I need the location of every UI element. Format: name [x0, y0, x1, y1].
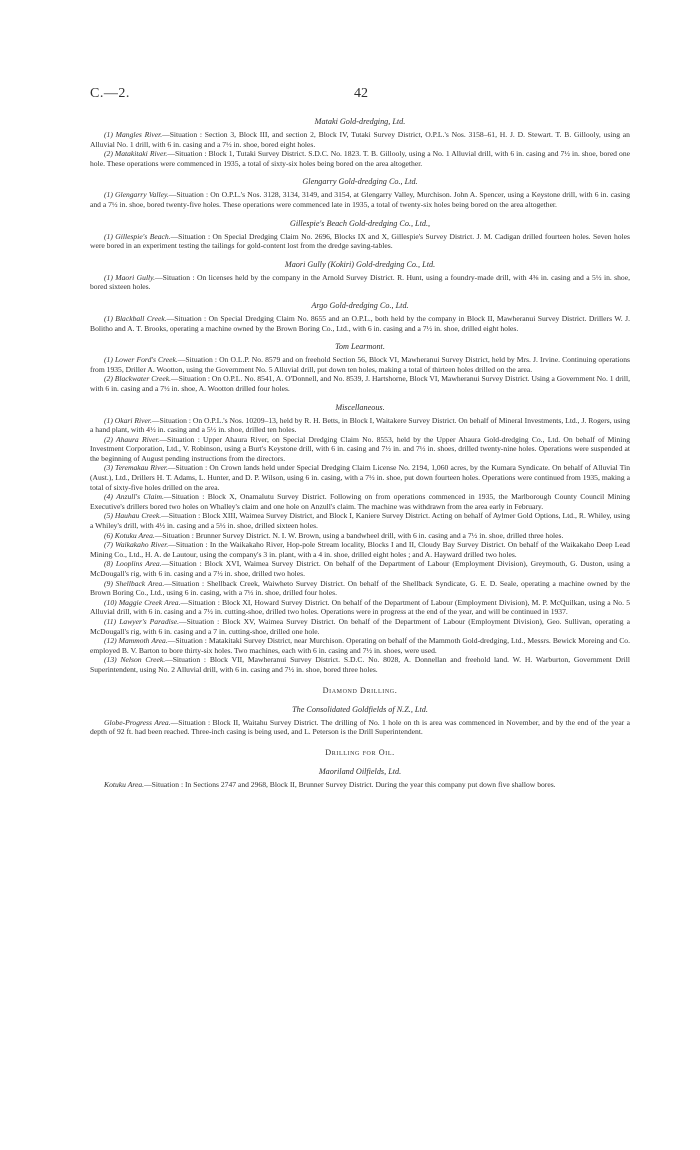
paragraph-text: —Situation : Section 3, Block III, and section 2, Block IV, Tutaki Survey District, O.P.L.'s Nos. 3158–61, H. J. D. Stewart. T. B. Gillooly, using an Alluvial No. 1 drill, with 6 in. casing and a 7½ in. shoe, bored eight holes.	[90, 130, 630, 149]
place-name: (13) Nelson Creek.	[104, 655, 166, 665]
place-name: (7) Waikakaho River.	[104, 540, 169, 550]
place-name: (1) Glengarry Valley.	[104, 190, 169, 200]
place-name: (12) Mammoth Area.	[104, 636, 168, 646]
paragraph-text: —Situation : On O.L.P. No. 8579 and on freehold Section 56, Block VI, Mawheranui Survey District, held by Mrs. J. Irvine. Continuing operations from 1935, Driller A. Wootton, using the Government No. 5 Alluvial drill, put down ten holes, making a total of thirteen holes drilled on the area.	[90, 355, 630, 374]
company-heading: Tom Learmont.	[335, 342, 385, 352]
paragraph	[90, 130, 630, 149]
place-name: (2) Matakitaki River.	[104, 149, 168, 159]
place-name: (1) Lower Ford's Creek.	[104, 355, 178, 365]
paragraph-text: —Situation : On Special Dredging Claim No. 2696, Blocks IX and X, Gillespie's Survey District. J. M. Cadigan drilled fourteen holes. Seven holes were bored in an experiment testing the tailings for gold-content lost from the dredge saving-tables.	[90, 231, 630, 251]
place-name: (11) Lawyer's Paradise.	[104, 616, 179, 626]
paragraph	[90, 636, 630, 655]
paragraph	[90, 531, 630, 541]
paragraph-text: —Situation : Block XIII, Waimea Survey District, and Block I, Kaniere Survey District. Acting on behalf of Aylmer Gold Options, Ltd., R. Whiley, using a Whiley's drill, with 4½ in. casing and a 5½ in. shoe, drilled sixteen holes.	[90, 511, 630, 531]
paragraph-text: —Situation : On O.P.L.'s Nos. 3128, 3134, 3149, and 3154, at Glengarry Valley, Murchison. John A. Spencer, using a Keystone drill, with 6 in. casing and a 7½ in. shoe, bored twenty-five holes. These operations were commenced late in 1935, a total of twenty-six holes being bored on the area altogether.	[90, 190, 630, 209]
paragraph-text: —Situation : Block II, Waitahu Survey District. The drilling of No. 1 hole on th is area was commenced in November, and by the end of the year a depth of 92 ft. had been reached. Three-inch casing is being used, and L. Peterson is the Drill Superintendent.	[90, 717, 630, 737]
place-name: (1) Gillespie's Beach.	[104, 231, 171, 241]
company-heading: The Consolidated Goldfields of N.Z., Ltd.	[292, 704, 428, 714]
paragraph-text: —Situation : Block X, Onamalutu Survey District. Following on from operations commenced in 1935, the Marlborough County Council Mining Executive's drillers bored two holes on Whalley's claim and one hole on Anzull's claim. The machine was withdrawn from the area early in February.	[90, 492, 631, 511]
place-name: (4) Anzull's Claim.	[104, 492, 164, 502]
paragraph-text: —Situation : Block VII, Mawheranui Survey District. S.D.C. No. 8028, A. Donnellan and freehold land. W. H. Warburton, Government Drill Superintendent, using No. 2 Alluvial drill, with 6 in. casing and 7½ in. shoe, bored three holes.	[90, 655, 630, 674]
place-name: (2) Blackwater Creek.	[104, 374, 171, 384]
paragraph-text: —Situation : On O.P.L. No. 8541, A. O'Donnell, and No. 8539, J. Hartshorne, Block VI, Mawheranui Survey District. Using a Government No. 1 drill, with 6 in. casing and a 7½ in. shoe, A. Wootton drilled four holes.	[90, 374, 630, 393]
place-name: (2) Ahaura River.	[104, 434, 160, 444]
paragraph	[90, 374, 630, 393]
paragraph	[90, 780, 630, 790]
paragraph	[90, 232, 630, 251]
company-heading: Gillespie's Beach Gold-dredging Co., Ltd.,	[289, 218, 431, 228]
paragraph-text: —Situation : Block XI, Howard Survey District. On behalf of the Department of Labour (Employment Division), M. P. McQuilkan, using a No. 5 Alluvial drill, with 6 in. casing and a 7½ in. cutting-shoe, drilled two holes. Operations were in progress at the end of the year, and will be continued in 1937.	[90, 597, 630, 617]
company-heading: Mataki Gold-dredging, Ltd.	[314, 117, 406, 126]
place-name: (1) Mangles River.	[104, 130, 163, 139]
paragraph-text: —Situation : Brunner Survey District. N. I. W. Brown, using a bandwheel drill, with 6 in. casing and a 7½ in. shoe, drilled three holes.	[154, 530, 564, 540]
paragraph	[90, 559, 630, 578]
report-reference: C.—2.	[90, 86, 130, 101]
paragraph-text: —Situation : On Crown lands held under Special Dredging Claim License No. 2194, 1,060 acres, by the Kumara Syndicate. On behalf of Alluvial Tin (Aust.), Ltd., Drillers H. T. Adams, L. Hunter, and D. P. Wilson, using 6 in. casing, with a 7½ in. shoe, put down fourteen holes. Operations were continued from 1935, making a total of sixty-five holes drilled on the area.	[90, 463, 630, 492]
place-name: (1) Blackball Creek.	[104, 313, 167, 323]
place-name: (8) Looplins Area.	[104, 559, 162, 569]
paragraph	[90, 355, 630, 374]
place-name: (3) Teremakau River.	[104, 463, 168, 473]
place-name: Globe-Progress Area.	[104, 717, 171, 727]
paragraph	[90, 617, 630, 636]
paragraph	[90, 190, 630, 209]
paragraph	[90, 435, 630, 464]
paragraph	[90, 655, 630, 674]
place-name: (10) Maggie Creek Area.	[104, 597, 181, 607]
paragraph-text: —Situation : Block XVI, Waimea Survey District. On behalf of the Department of Labour (Employment Division), Greymouth, G. Duston, using a McDougall's rig, with 6 in. casing and a 7½ in. shoe, drilled two holes.	[90, 559, 631, 578]
paragraph	[90, 273, 630, 292]
company-heading: Maoriland Oilfields, Ltd.	[318, 766, 402, 776]
section-heading: Drilling for Oil.	[325, 747, 395, 757]
paragraph-text: —Situation : Upper Ahaura River, on Special Dredging Claim No. 8553, held by the Upper Ahaura Gold-dredging Co., Ltd. On behalf of Mining Investment Corporation, Ltd., V. Robinson, using a Burt's Keystone drill, with 6 in. casing and 7½ in. and 7½ in. shoes, drilled twenty-nine holes. Operations were suspended at the beginning of August pending instructions from the directors.	[90, 434, 630, 463]
page-header	[90, 86, 630, 108]
paragraph-text: —Situation : On O.P.L.'s Nos. 10209–13, held by R. H. Betts, in Block I, Waitakere Survey District. On behalf of Mineral Investments, Ltd., J. Rogers, using a hand plant, with 4½ in. casing and a 5½ in. shoe, drilled ten holes.	[90, 415, 630, 435]
paragraph	[90, 463, 630, 492]
company-heading: Maori Gully (Kokiri) Gold-dredging Co., Ltd.	[284, 259, 436, 269]
place-name: Kotuku Area.	[104, 779, 145, 789]
paragraph	[90, 492, 630, 511]
document-page	[90, 86, 630, 789]
paragraph-text: —Situation : On Special Dredging Claim No. 8655 and an O.P.L., both held by the company in Block II, Mawheranui Survey District. Drillers W. J. Bolitho and A. T. Brooks, operating a machine owned by the Brown Boring Co., Ltd., with 6 in. casing and a 7½ in. shoe, drilled eight holes.	[90, 313, 630, 333]
paragraph	[90, 718, 630, 737]
place-name: (5) Hauhau Creek.	[104, 511, 162, 521]
paragraph-text: —Situation : Block XV, Waimea Survey District. On behalf of the Department of Labour (Employment Division), Geo. Sullivan, operating a McDougall's rig, with 6 in. casing and a 7 in. cutting-shoe, drilled one hole.	[90, 616, 630, 636]
paragraph-text: —Situation : In the Waikakaho River, Hop-pole Stream locality, Blocks I and II, Cloudy Bay Survey District. On behalf of the Waikakaho Deep Lead Mining Co., Ltd., H. A. de Lautour, using the company's 3 in. plant, with a 4 in. shoe, drilled eight holes ; and A. Hayward drilled two holes.	[90, 540, 630, 559]
paragraph-text: —Situation : In Sections 2747 and 2968, Block II, Brunner Survey District. During the year this company put down five shallow bores.	[144, 779, 556, 789]
section-heading: Diamond Drilling.	[322, 685, 398, 695]
company-heading: Miscellaneous.	[335, 402, 385, 412]
company-heading: Argo Gold-dredging Co., Ltd.	[311, 300, 409, 310]
paragraph-text: —Situation : On licenses held by the company in the Arnold Survey District. R. Hunt, using a foundry-made drill, with 4⅜ in. casing and a 5½ in. shoe, bored sixteen holes.	[90, 272, 630, 292]
page-number: 42	[354, 86, 368, 101]
paragraph	[90, 314, 630, 333]
paragraph	[90, 579, 630, 598]
place-name: (1) Okari River.	[104, 415, 152, 425]
paragraph	[90, 540, 630, 559]
paragraph-text: —Situation : Matakitaki Survey District, near Murchison. Operating on behalf of the Mammoth Gold-dredging, Ltd., Messrs. Bewick Moreing and Co. employed B. V. Barton to bore thirty-six holes. Two machines, each with 6 in. casing and 7½ in. shoes, were used.	[90, 636, 631, 655]
place-name: (1) Maori Gully.	[104, 272, 156, 282]
paragraph	[90, 598, 630, 617]
paragraph	[90, 511, 630, 530]
place-name: (6) Kotuku Area.	[104, 530, 155, 540]
paragraph-text: —Situation : Shellback Creek, Waiwheto Survey District. On behalf of the Shellback Syndicate, G. E. D. Seale, operating a machine owned by the Brown Boring Co., Ltd., using 6 in. casing, with a 7½ in. shoe, drilled four holes.	[90, 578, 630, 598]
company-heading: Glengarry Gold-dredging Co., Ltd.	[302, 177, 418, 187]
place-name: (9) Shellback Area.	[104, 578, 165, 588]
paragraph-text: —Situation : Block 1, Tutaki Survey District. S.D.C. No. 1823. T. B. Gillooly, using a No. 1 Alluvial drill, with 6 in. casing and 7½ in. shoe, bored one hole. These operations were commenced in 1935, a total of sixty-six holes being bored on the area altogether.	[90, 149, 630, 168]
document-body	[90, 117, 630, 789]
paragraph	[90, 416, 630, 435]
paragraph	[90, 149, 630, 168]
